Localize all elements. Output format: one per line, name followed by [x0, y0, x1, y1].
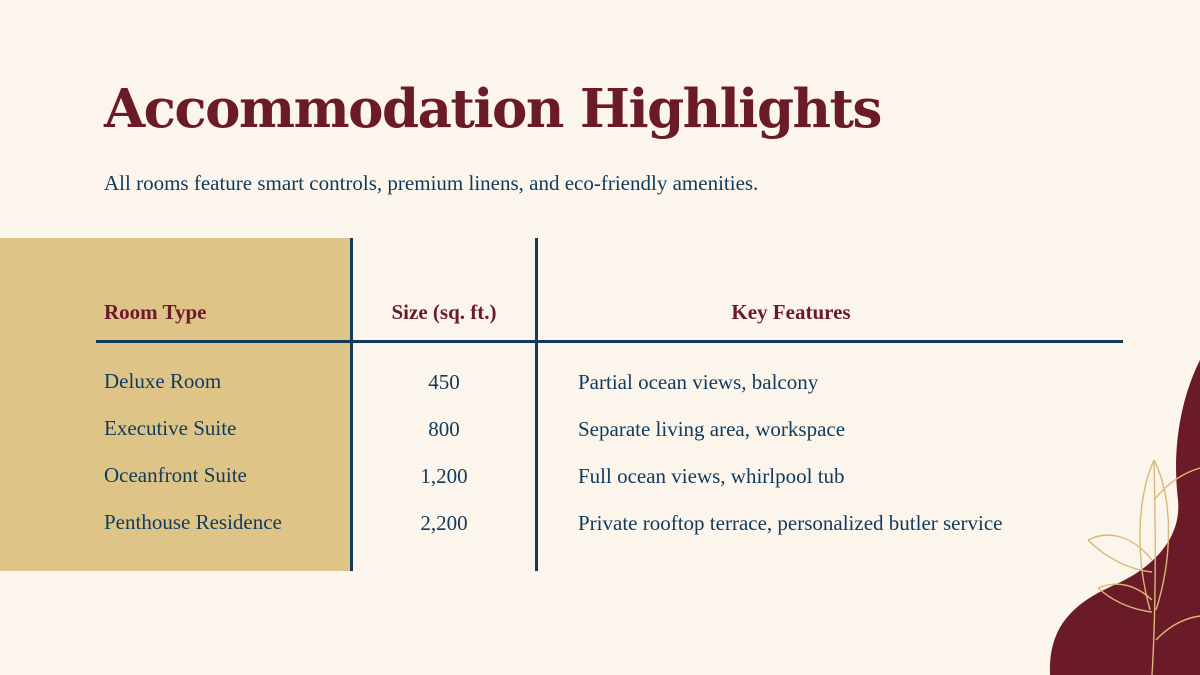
cell-size: 2,200 — [420, 511, 468, 535]
cell-room-type: Penthouse Residence — [104, 510, 282, 534]
column-divider-2 — [535, 238, 538, 571]
header-key-features: Key Features — [731, 300, 851, 324]
cell-size: 1,200 — [420, 464, 468, 488]
leaf-ornament-icon — [1040, 360, 1200, 675]
header-divider — [96, 340, 1123, 343]
cell-size: 800 — [428, 417, 460, 441]
header-size: Size (sq. ft.) — [391, 300, 497, 324]
cell-size: 450 — [428, 370, 460, 394]
cell-features: Separate living area, workspace — [578, 417, 846, 441]
cell-features: Partial ocean views, balcony — [578, 370, 819, 394]
cell-room-type: Deluxe Room — [104, 369, 222, 393]
header-room-type: Room Type — [104, 300, 207, 324]
cell-features: Full ocean views, whirlpool tub — [578, 464, 845, 488]
cell-room-type: Oceanfront Suite — [104, 463, 247, 487]
page-title: Accommodation Highlights — [104, 78, 881, 140]
decor-blob — [1050, 360, 1200, 675]
cell-room-type: Executive Suite — [104, 416, 237, 440]
cell-features: Private rooftop terrace, personalized butler service — [578, 511, 1003, 535]
page-subtitle: All rooms feature smart controls, premium linens, and eco-friendly amenities. — [104, 171, 759, 195]
